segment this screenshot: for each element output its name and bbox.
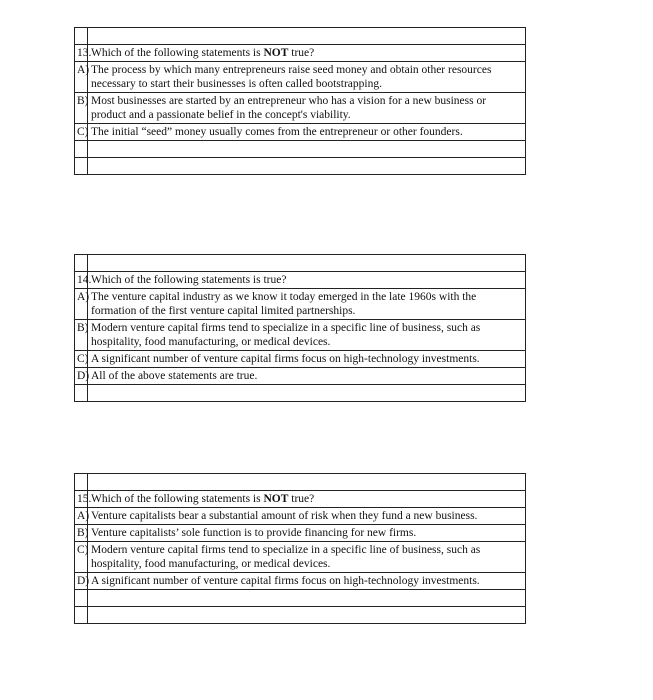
blank-row (75, 590, 526, 607)
option-text: Most businesses are started by an entrepreneur who has a vision for a new business or product and a passionate belief in the concept's viability. (88, 93, 526, 124)
option-text: A significant number of venture capital firms focus on high-technology investments. (88, 351, 526, 368)
question-stem-row (75, 491, 526, 508)
option-row-a (75, 508, 526, 525)
option-text: The initial “seed” money usually comes from the entrepreneur or other founders. (88, 124, 526, 141)
option-label: A) (75, 508, 88, 525)
option-row-a (75, 289, 526, 320)
option-label: C) (75, 124, 88, 141)
question-stem: Which of the following statements is NOT true? (88, 45, 526, 62)
option-text: Modern venture capital firms tend to specialize in a specific line of business, such as hospitality, food manufacturing, or medical devices. (88, 320, 526, 351)
question-15-table (74, 473, 526, 624)
option-label: C) (75, 542, 88, 573)
option-row-a (75, 62, 526, 93)
option-row-d (75, 368, 526, 385)
option-text: Venture capitalists bear a substantial amount of risk when they fund a new business. (88, 508, 526, 525)
option-text: The process by which many entrepreneurs raise seed money and obtain other resources necessary to start their businesses is often called bootstrapping. (88, 62, 526, 93)
option-row-d (75, 573, 526, 590)
blank-row (75, 158, 526, 175)
option-row-b (75, 320, 526, 351)
question-number: 14. (75, 272, 88, 289)
option-label: D) (75, 368, 88, 385)
option-text: The venture capital industry as we know it today emerged in the late 1960s with the formation of the first venture capital limited partnerships. (88, 289, 526, 320)
option-label: B) (75, 93, 88, 124)
option-row-c (75, 542, 526, 573)
option-label: B) (75, 525, 88, 542)
option-row-b (75, 93, 526, 124)
blank-row (75, 255, 526, 272)
option-row-c (75, 351, 526, 368)
option-row-b (75, 525, 526, 542)
question-13-table (74, 27, 526, 175)
option-text: Modern venture capital firms tend to specialize in a specific line of business, such as hospitality, food manufacturing, or medical devices. (88, 542, 526, 573)
option-row-c (75, 124, 526, 141)
blank-row (75, 141, 526, 158)
option-label: B) (75, 320, 88, 351)
question-number: 15. (75, 491, 88, 508)
blank-row (75, 607, 526, 624)
question-14-table (74, 254, 526, 402)
blank-row (75, 28, 526, 45)
option-text: A significant number of venture capital firms focus on high-technology investments. (88, 573, 526, 590)
question-number: 13. (75, 45, 88, 62)
blank-row (75, 474, 526, 491)
question-stem-row (75, 45, 526, 62)
option-label: C) (75, 351, 88, 368)
blank-row (75, 385, 526, 402)
question-stem-row (75, 272, 526, 289)
option-text: All of the above statements are true. (88, 368, 526, 385)
question-stem: Which of the following statements is NOT true? (88, 491, 526, 508)
option-text: Venture capitalists’ sole function is to provide financing for new firms. (88, 525, 526, 542)
option-label: A) (75, 289, 88, 320)
question-stem: Which of the following statements is true? (88, 272, 526, 289)
option-label: D) (75, 573, 88, 590)
option-label: A) (75, 62, 88, 93)
